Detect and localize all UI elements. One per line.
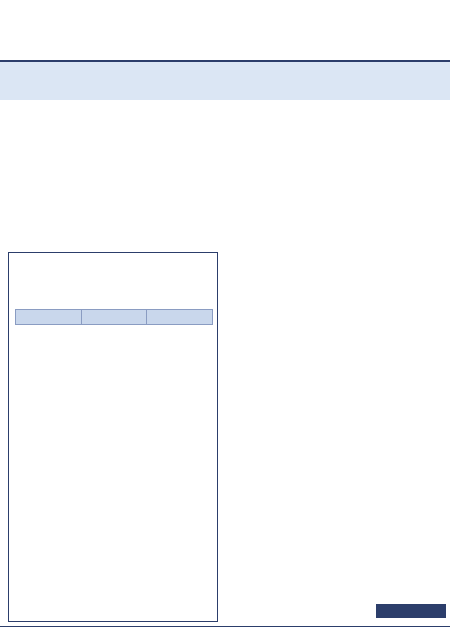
date-line: [208, 32, 438, 44]
masthead: [0, 0, 450, 62]
article-title: [226, 282, 446, 300]
paper-name: [208, 6, 328, 28]
page-number: [330, 4, 370, 30]
table-header-row: [16, 310, 213, 325]
column-tagline: [376, 604, 446, 618]
article-body: [226, 306, 446, 596]
page-footer: [0, 626, 450, 640]
headline-band: [0, 62, 450, 100]
article-column-far: [334, 104, 444, 250]
vaccine-box-title: [9, 267, 219, 287]
footer-text: [4, 629, 446, 639]
vaccine-sites-box: [8, 252, 218, 622]
vaccine-box-subtitle: [9, 289, 219, 301]
page-headline: [0, 70, 450, 94]
shopping-festival-article: [226, 252, 446, 622]
article-title: [226, 262, 446, 280]
column-header: [81, 310, 147, 325]
article-column-mid: [114, 104, 218, 250]
vaccine-sites-table: [15, 309, 213, 325]
column-header: [147, 310, 213, 325]
article-column-right: [224, 104, 328, 250]
article-column-left: [4, 104, 108, 250]
column-header: [16, 310, 82, 325]
